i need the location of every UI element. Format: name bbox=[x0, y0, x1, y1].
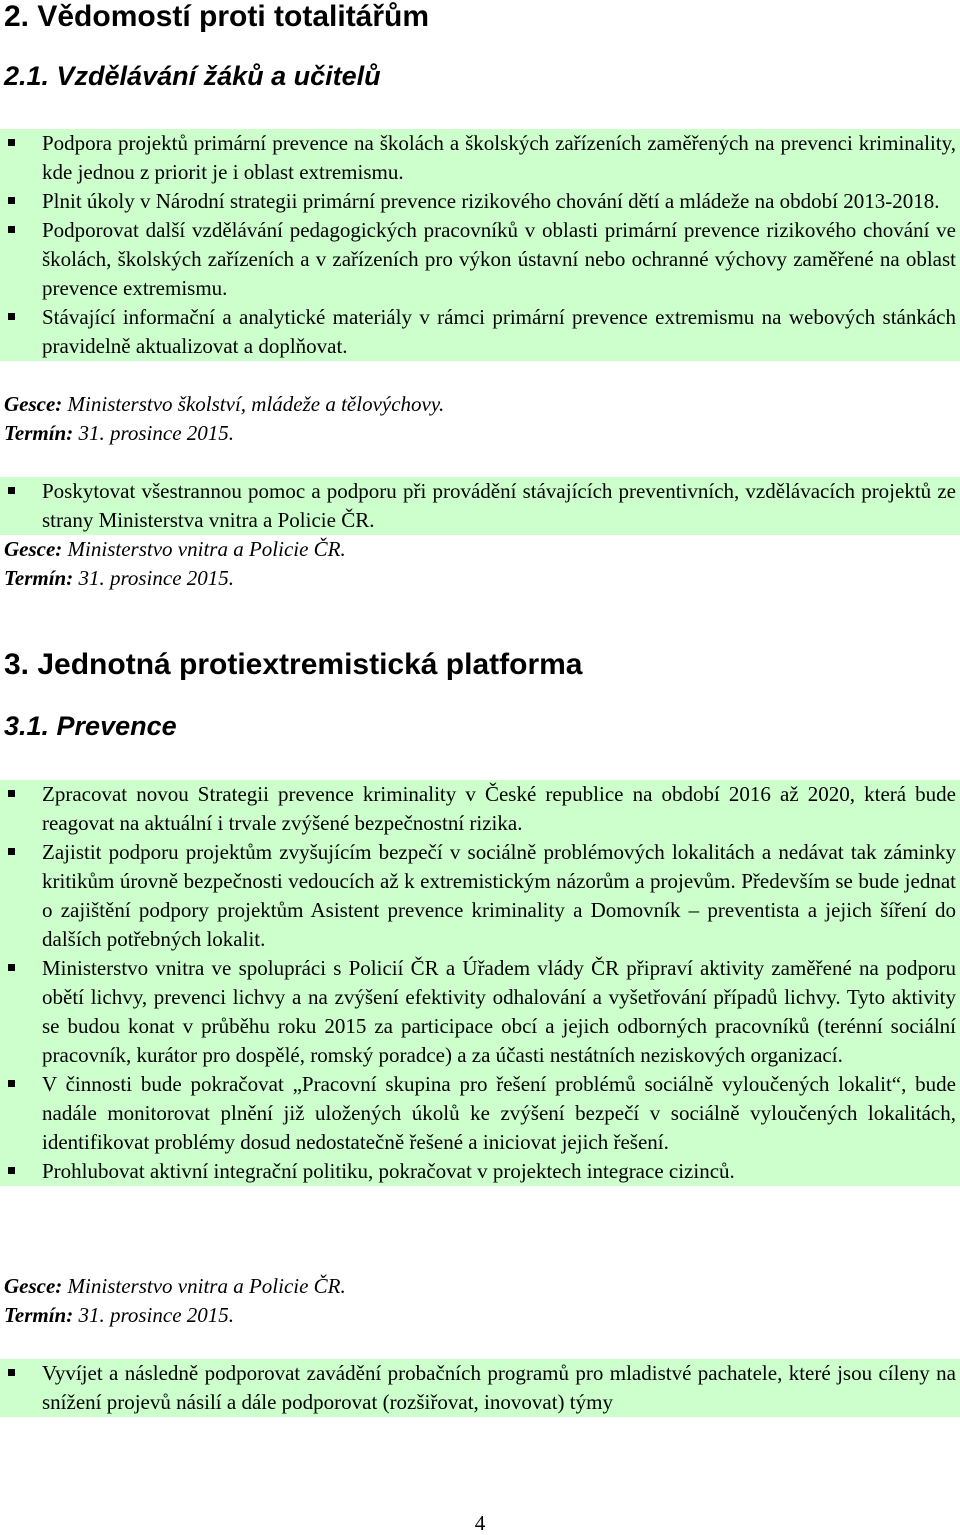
termin-line bbox=[4, 419, 234, 448]
list-item: Poskytovat všestrannou pomoc a podporu při provádění stávajících preventivních, vzdělávacích projektů ze strany Ministerstva vnitra a Policie ČR. bbox=[0, 477, 960, 535]
gesce-line bbox=[4, 390, 444, 419]
gesce-label: Gesce: bbox=[4, 1274, 63, 1298]
section-2-1-heading: 2.1. Vzdělávání žáků a učitelů bbox=[4, 61, 381, 91]
list-item: Zpracovat novou Strategii prevence kriminality v České republice na období 2016 až 2020, která bude reagovat na aktuální i trvale zvýšené bezpečnostní rizika. bbox=[0, 780, 960, 838]
list-item: V činnosti bude pokračovat „Pracovní skupina pro řešení problémů sociálně vyloučených lokalit“, bude nadále monitorovat plnění již uložených úkolů ke zvýšení bezpečí v sociálně vyloučených lokalitách, identifikovat problémy dosud nedostatečně řešené a iniciovat jejich řešení. bbox=[0, 1070, 960, 1157]
section-3-heading: 3. Jednotná protiextremistická platforma bbox=[4, 648, 583, 681]
gesce-label: Gesce: bbox=[4, 537, 63, 561]
termin-label: Termín: bbox=[4, 421, 74, 445]
gesce-line bbox=[4, 1272, 346, 1301]
section-2-heading: 2. Vědomostí proti totalitářům bbox=[4, 0, 430, 33]
gesce-value: Ministerstvo vnitra a Policie ČR. bbox=[67, 1274, 346, 1298]
termin-line bbox=[4, 564, 234, 593]
gesce-line bbox=[4, 535, 346, 564]
bullet-list-3-1-b bbox=[0, 1359, 960, 1417]
bullet-list-2-1-b bbox=[0, 477, 960, 535]
list-item: Podpora projektů primární prevence na školách a školských zařízeních zaměřených na prevenci kriminality, kde jednou z priorit je i oblast extremismu. bbox=[0, 129, 960, 187]
section-3-1-heading: 3.1. Prevence bbox=[4, 711, 177, 741]
gesce-value: Ministerstvo školství, mládeže a tělovýchovy. bbox=[67, 392, 445, 416]
termin-line bbox=[4, 1301, 234, 1330]
termin-value: 31. prosince 2015. bbox=[78, 1303, 235, 1327]
termin-label: Termín: bbox=[4, 1303, 74, 1327]
list-item: Podporovat další vzdělávání pedagogických pracovníků v oblasti primární prevence rizikového chování ve školách, školských zařízeních a v zařízeních pro výkon ústavní nebo ochranné výchovy zaměřené na oblast prevence extremismu. bbox=[0, 216, 960, 303]
list-item: Zajistit podporu projektům zvyšujícím bezpečí v sociálně problémových lokalitách a nedávat tak záminky kritikům úrovně bezpečnosti vedoucích až k extremistickým názorům a projevům. Především se bude jednat o zajištění podpory projektům Asistent prevence kriminality a Domovník – preventista a jejich šíření do dalších potřebných lokalit. bbox=[0, 838, 960, 954]
list-item: Stávající informační a analytické materiály v rámci primární prevence extremismu na webových stánkách pravidelně aktualizovat a doplňovat. bbox=[0, 303, 960, 361]
bullet-list-2-1-a bbox=[0, 129, 960, 361]
list-item: Vyvíjet a následně podporovat zavádění probačních programů pro mladistvé pachatele, které jsou cíleny na snížení projevů násilí a dále podporovat (rozšiřovat, inovovat) týmy bbox=[0, 1359, 960, 1417]
termin-value: 31. prosince 2015. bbox=[78, 421, 235, 445]
list-item: Ministerstvo vnitra ve spolupráci s Policií ČR a Úřadem vlády ČR připraví aktivity zaměřené na podporu obětí lichvy, prevenci lichvy a na zvýšení efektivity odhalování a vyšetřování případů lichvy. Tyto aktivity se budou konat v průběhu roku 2015 za participace obcí a jejich odborných pracovníků (terénní sociální pracovník, kurátor pro dospělé, romský poradce) a za účasti nestátních neziskových organizací. bbox=[0, 954, 960, 1070]
termin-value: 31. prosince 2015. bbox=[78, 566, 235, 590]
gesce-value: Ministerstvo vnitra a Policie ČR. bbox=[67, 537, 346, 561]
page-number: 4 bbox=[474, 1511, 486, 1535]
list-item: Plnit úkoly v Národní strategii primární prevence rizikového chování dětí a mládeže na období 2013-2018. bbox=[0, 187, 960, 216]
gesce-label: Gesce: bbox=[4, 392, 63, 416]
bullet-list-3-1-a bbox=[0, 780, 960, 1186]
list-item: Prohlubovat aktivní integrační politiku, pokračovat v projektech integrace cizinců. bbox=[0, 1157, 960, 1186]
termin-label: Termín: bbox=[4, 566, 74, 590]
